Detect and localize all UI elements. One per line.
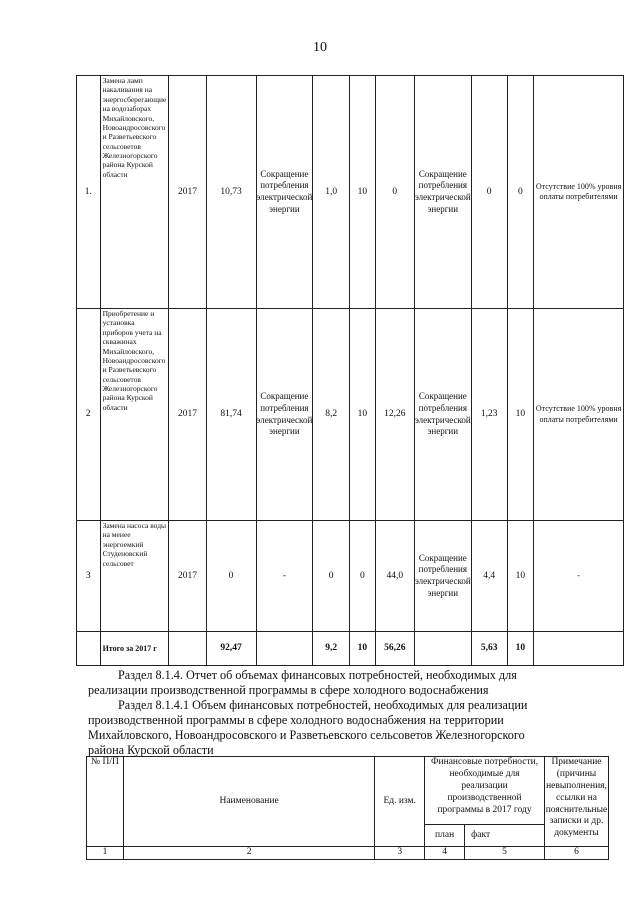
value-cell: 8,2 [313, 309, 350, 521]
value-cell: 0 [507, 76, 533, 309]
value-cell: 0 [375, 76, 414, 309]
column-number: 4 [425, 847, 465, 860]
result-cell: Сокращение потребления электрической энергии [414, 521, 471, 632]
value-cell: 10 [350, 76, 376, 309]
year-cell: 2017 [169, 521, 206, 632]
year-cell: 2017 [169, 309, 206, 521]
result-cell: Сокращение потребления электрической энергии [256, 309, 313, 521]
total-row [77, 632, 624, 666]
row-number: 3 [77, 521, 101, 632]
table-row [77, 76, 624, 309]
result-cell: Сокращение потребления электрической энергии [414, 76, 471, 309]
section-8-1-4: Раздел 8.1.4. Отчет об объемах финансовых потребностей, необходимых для реализации производственной программы в сфере холодного водоснабжения [88, 668, 517, 697]
header-note: Примечание (причины невыполнения, ссылки на пояснительные записки и др. документы [544, 757, 608, 847]
value-cell: 10 [350, 309, 376, 521]
result-cell: - [256, 521, 313, 632]
header-fact: факт [465, 825, 545, 847]
measures-table [76, 75, 624, 666]
value-cell: 10 [507, 521, 533, 632]
note-cell: Отсутствие 100% уровня оплаты потребителями [534, 76, 624, 309]
total-value: 10 [350, 632, 376, 666]
value-cell: 12,26 [375, 309, 414, 521]
column-numbers-row [87, 847, 609, 860]
total-value: 10 [507, 632, 533, 666]
header-name: Наименование [123, 757, 374, 847]
section-8-1-4-1: Раздел 8.1.4.1 Объем финансовых потребностей, необходимых для реализации производственной программы в сфере холодного водоснабжения на территории Михайловского, Новоандросовского и Разветьевского сельсоветов Железногорского района Курской области [88, 698, 528, 757]
total-cost: 92,47 [206, 632, 256, 666]
value-cell: 0 [313, 521, 350, 632]
row-number: 2 [77, 309, 101, 521]
result-cell: Сокращение потребления электрической энергии [256, 76, 313, 309]
column-number: 2 [123, 847, 374, 860]
column-number: 6 [544, 847, 608, 860]
cost-cell: 10,73 [206, 76, 256, 309]
header-unit: Ед. изм. [375, 757, 425, 847]
row-number: 1. [77, 76, 101, 309]
note-cell: - [534, 521, 624, 632]
value-cell: 0 [471, 76, 507, 309]
cost-cell: 0 [206, 521, 256, 632]
table-row [77, 521, 624, 632]
column-number: 1 [87, 847, 124, 860]
value-cell: 10 [507, 309, 533, 521]
column-number: 5 [465, 847, 545, 860]
value-cell: 4,4 [471, 521, 507, 632]
value-cell: 0 [350, 521, 376, 632]
column-number: 3 [375, 847, 425, 860]
cost-cell: 81,74 [206, 309, 256, 521]
header-number: № П/П [87, 757, 124, 847]
total-value: 56,26 [375, 632, 414, 666]
total-label: Итого за 2017 г [100, 632, 169, 666]
year-cell: 2017 [169, 76, 206, 309]
total-value: 9,2 [313, 632, 350, 666]
total-value: 5,63 [471, 632, 507, 666]
value-cell: 1,23 [471, 309, 507, 521]
measure-name: Замена насоса воды на менее энергоемкий Студеновский сельсовет [100, 521, 169, 632]
empty-cell [534, 632, 624, 666]
empty-cell [169, 632, 206, 666]
note-cell: Отсутствие 100% уровня оплаты потребителями [534, 309, 624, 521]
value-cell: 44,0 [375, 521, 414, 632]
financial-needs-table [86, 756, 609, 860]
value-cell: 1,0 [313, 76, 350, 309]
page-number: 10 [313, 40, 327, 55]
empty-cell [414, 632, 471, 666]
table-row [77, 309, 624, 521]
header-financial-needs: Финансовые потребности, необходимые для реализации производственной программы в 2017 году [425, 757, 545, 825]
measure-name: Замена ламп накаливания на энергосберегающие на водозаборах Михайловского, Новоандросовского и Разветьевского сельсоветов Железногорского района Курской области [100, 76, 169, 309]
empty-cell [77, 632, 101, 666]
empty-cell [256, 632, 313, 666]
result-cell: Сокращение потребления электрической энергии [414, 309, 471, 521]
measure-name: Приобретение и установка приборов учета на скважинах Михайловского, Новоандросовского и Разветьевского сельсоветов Железногорского района Курской области [100, 309, 169, 521]
header-plan: план [425, 825, 465, 847]
